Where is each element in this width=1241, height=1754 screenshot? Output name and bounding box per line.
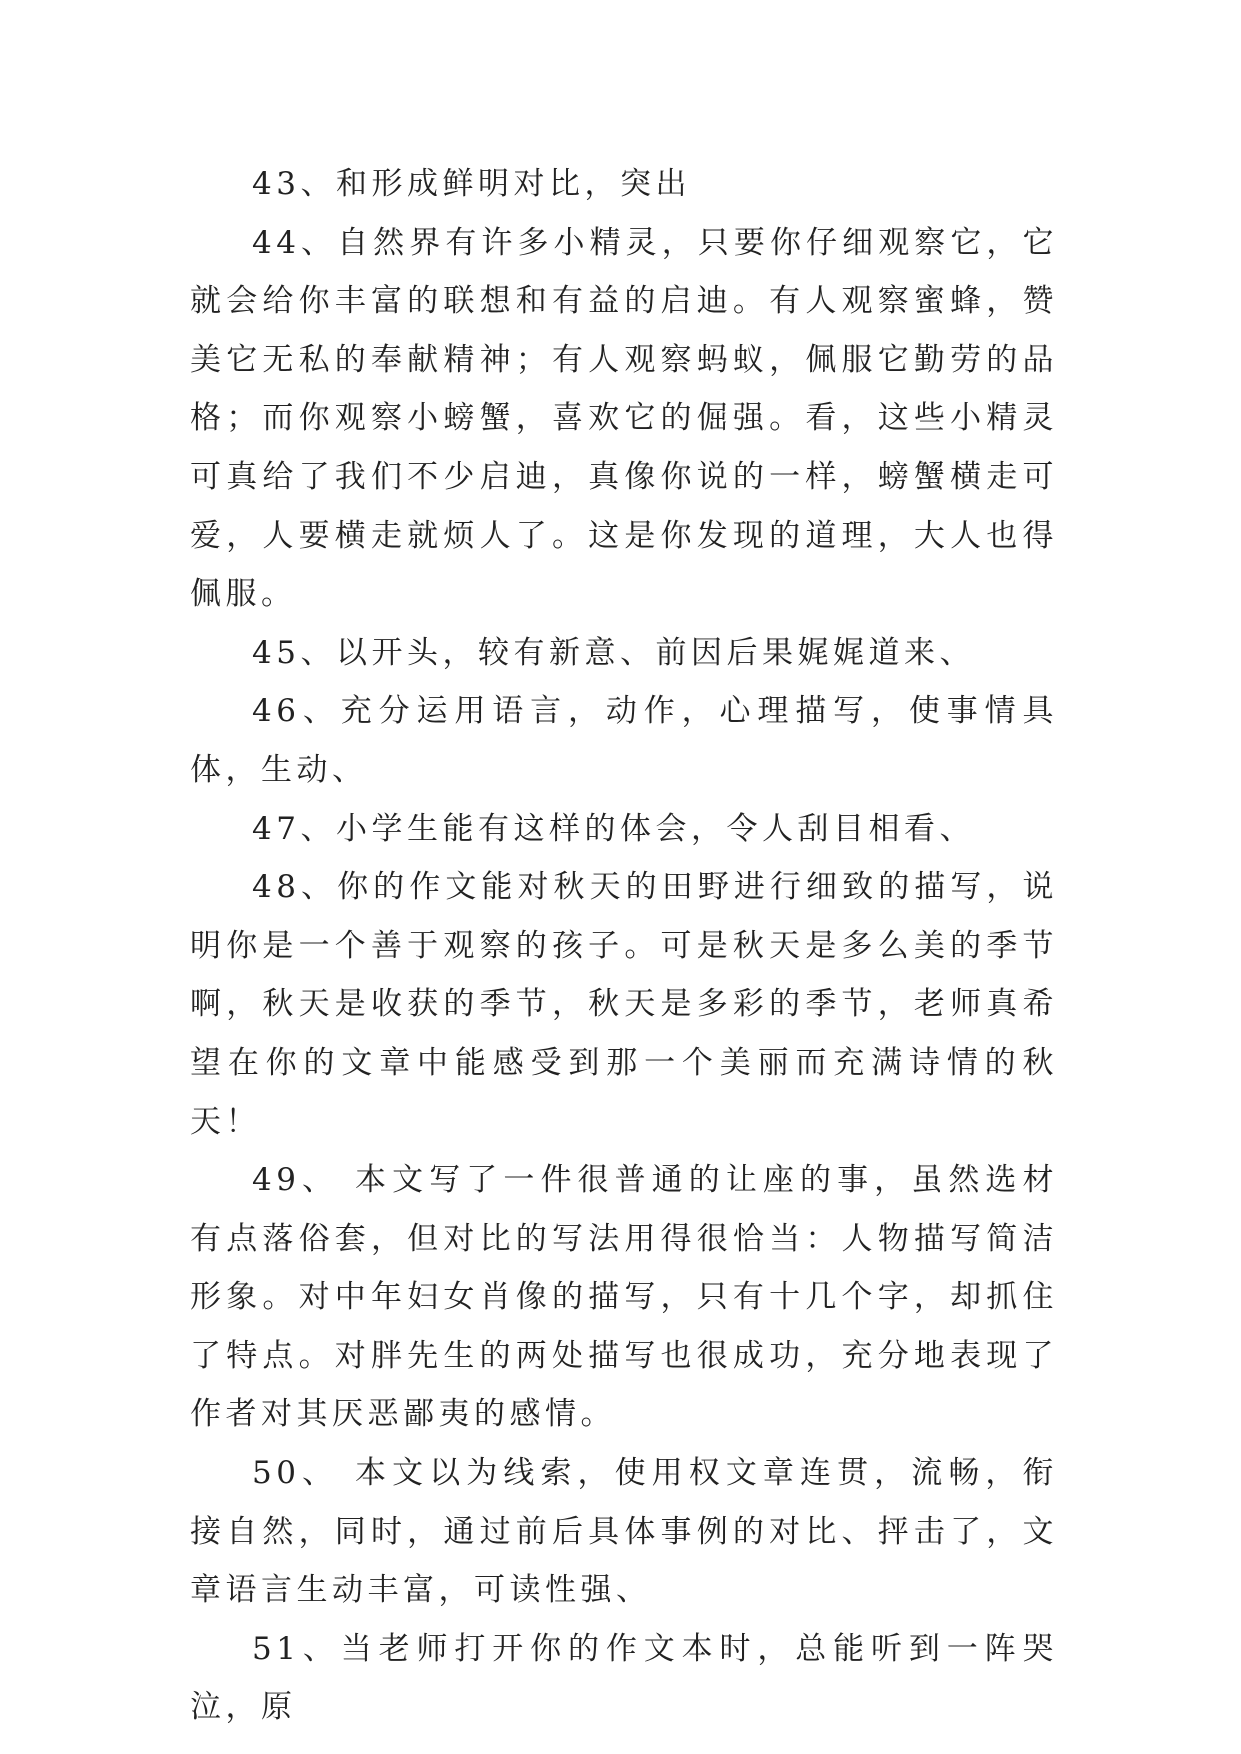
paragraph-50: 50、 本文以为线索，使用权文章连贯，流畅，衔接自然，同时，通过前后具体事例的对比、抨击了，文章语言生动丰富，可读性强、 bbox=[190, 1455, 1058, 1609]
paragraph-48: 48、你的作文能对秋天的田野进行细致的描写，说明你是一个善于观察的孩子。可是秋天是多么美的季节啊，秋天是收获的季节，秋天是多彩的季节，老师真希望在你的文章中能感受到那一个美丽而充满诗情的秋天！ bbox=[190, 869, 1058, 1140]
document-page bbox=[190, 155, 1058, 1737]
paragraph-49: 49、 本文写了一件很普通的让座的事，虽然选材有点落俗套，但对比的写法用得很恰当：人物描写简洁形象。对中年妇女肖像的描写，只有十几个字，却抓住了特点。对胖先生的两处描写也很成功，充分地表现了作者对其厌恶鄙夷的感情。 bbox=[190, 1162, 1058, 1433]
paragraph-43: 43、和形成鲜明对比，突出 bbox=[252, 166, 691, 202]
paragraph-44: 44、自然界有许多小精灵，只要你仔细观察它，它就会给你丰富的联想和有益的启迪。有人观察蜜蜂，赞美它无私的奉献精神；有人观察蚂蚁，佩服它勤劳的品格；而你观察小螃蟹，喜欢它的倔强。看，这些小精灵可真给了我们不少启迪，真像你说的一样，螃蟹横走可爱，人要横走就烦人了。这是你发现的道理，大人也得佩服。 bbox=[190, 224, 1058, 613]
paragraph-51: 51、当老师打开你的作文本时，总能听到一阵哭泣，原 bbox=[190, 1630, 1058, 1726]
paragraph-46: 46、充分运用语言，动作，心理描写，使事情具体，生动、 bbox=[190, 693, 1058, 788]
paragraph-47: 47、小学生能有这样的体会，令人刮目相看、 bbox=[252, 810, 975, 847]
paragraph-45: 45、以开头，较有新意、前因后果娓娓道来、 bbox=[252, 634, 975, 671]
